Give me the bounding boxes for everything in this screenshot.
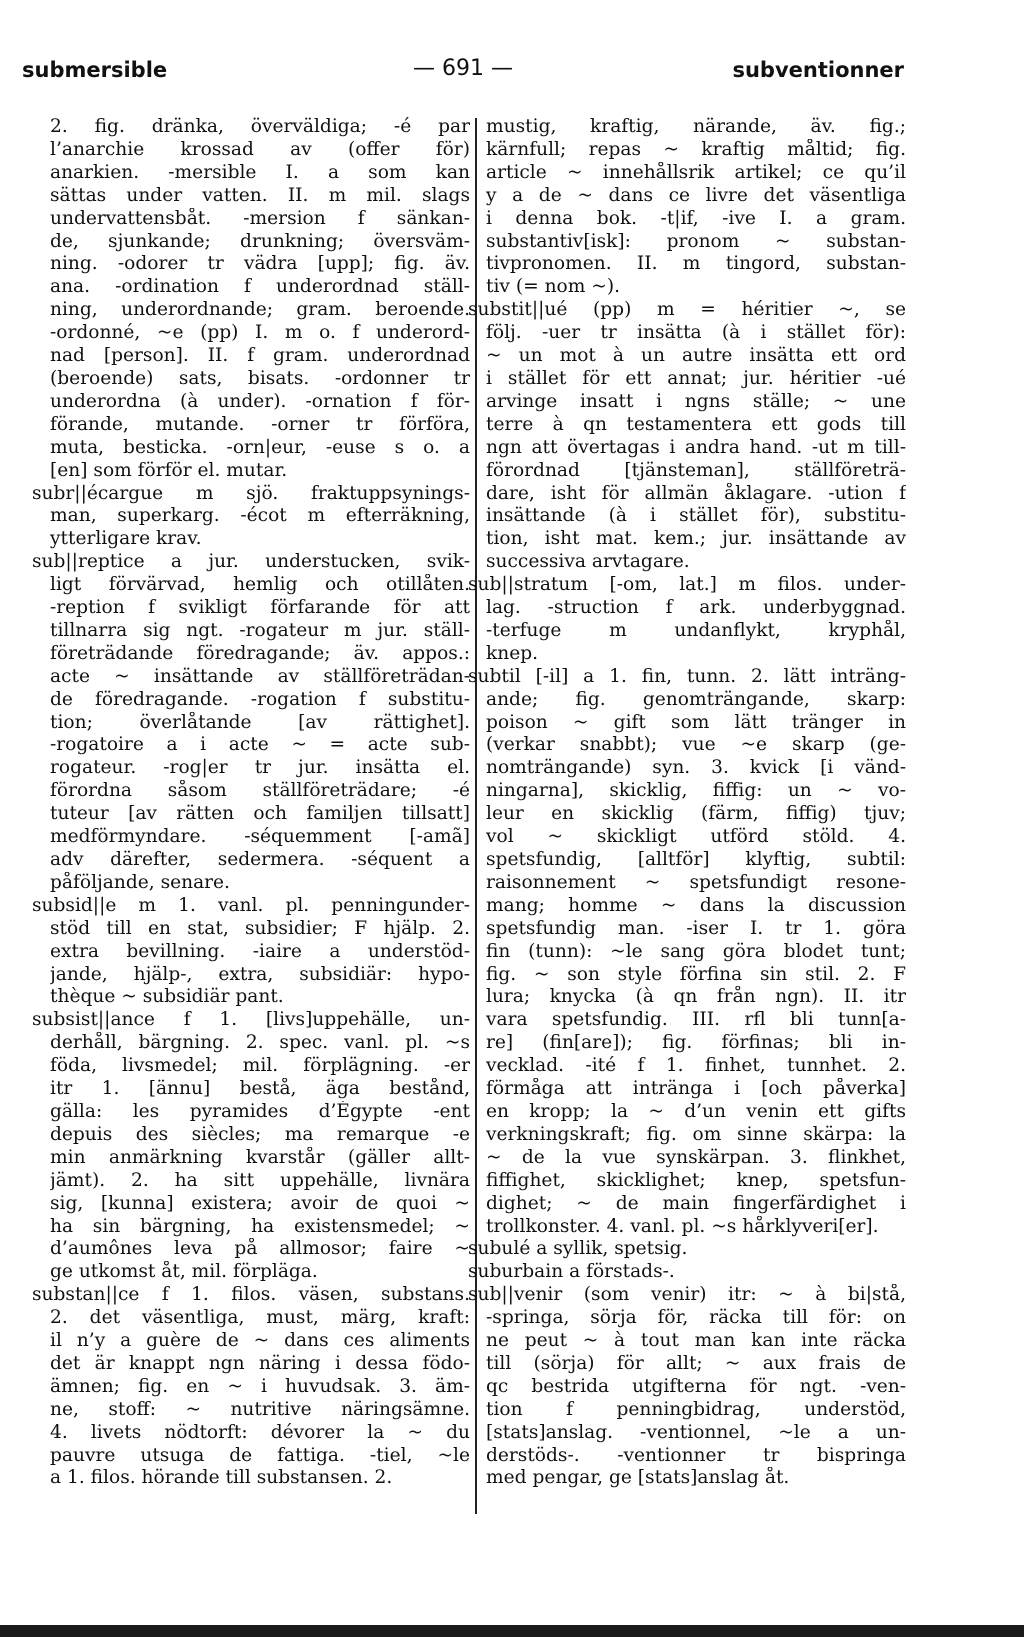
text-line: följ. -uer tr insätta (à i stället för): — [486, 322, 906, 344]
text-line: sättas under vatten. II. m mil. slags — [50, 184, 470, 206]
text-line: min anmärkning kvarstår (gäller allt- — [50, 1146, 470, 1168]
text-line: påföljande, senare. — [50, 871, 230, 893]
text-line: suburbain a förstads-. — [468, 1261, 675, 1283]
text-line: verkningskraft; fig. om sinne skärpa: la — [486, 1123, 906, 1145]
text-line: man, superkarg. -écot m efterräkning, — [50, 505, 470, 527]
text-line: ngn att övertagas i andra hand. -ut m till- — [486, 436, 906, 458]
text-line: raisonnement ~ spetsfundigt resone- — [486, 871, 906, 893]
text-line: spetsfundig man. -iser I. tr 1. göra — [486, 917, 906, 939]
text-line: subsid||e m 1. vanl. pl. penningunder- — [32, 894, 470, 916]
text-line: itr 1. [ännu] bestå, äga bestånd, — [50, 1078, 470, 1100]
running-head-left: submersible — [22, 58, 168, 82]
text-line: företrädande föredragande; äv. appos.: — [50, 642, 470, 664]
text-line: y a de ~ dans ce livre det väsentliga — [486, 184, 906, 206]
text-line: ligt förvärvad, hemlig och otillåten. — [50, 574, 470, 596]
text-line: till (sörja) för allt; ~ aux frais de — [486, 1352, 906, 1374]
text-line: 2. fig. dränka, överväldiga; -é par — [50, 116, 470, 137]
text-line: i stället för ett annat; jur. héritier -ué — [486, 367, 906, 389]
text-line: vol ~ skickligt utförd stöld. 4. — [486, 826, 906, 848]
text-line: subsist||ance f 1. [livs]uppehälle, un- — [32, 1009, 470, 1031]
text-line: jande, hjälp-, extra, subsidiär: hypo- — [50, 963, 470, 985]
text-line: il n’y a guère de ~ dans ces aliments — [50, 1330, 470, 1352]
text-line: thèque ~ subsidiär pant. — [50, 986, 284, 1008]
text-line: tuteur [av rätten och familjen tillsatt] — [50, 803, 470, 825]
text-line: spetsfundig, [alltför] klyftig, subtil: — [486, 849, 906, 870]
text-line: de föredragande. -rogation f substitu- — [50, 688, 470, 710]
text-line: en kropp; la ~ d’un venin ett gifts — [486, 1100, 906, 1122]
text-line: mang; homme ~ dans la discussion — [486, 894, 906, 916]
text-line: -ordonné, ~e (pp) I. m o. f underord- — [50, 322, 470, 344]
text-line: subtil [-il] a 1. fin, tunn. 2. lätt inträng- — [468, 665, 906, 687]
text-line: förande, mutande. -orner tr förföra, — [50, 413, 470, 435]
text-line: pauvre utsuga de fattiga. -tiel, ~le — [50, 1444, 470, 1466]
text-line: adv därefter, sedermera. -séquent a — [50, 849, 470, 870]
text-line: qc bestrida utgifterna för ngt. -ven- — [486, 1375, 906, 1397]
text-line: föda, livsmedel; mil. förplägning. -er — [50, 1055, 470, 1077]
text-line: derhåll, bärgning. 2. spec. vanl. pl. ~s — [50, 1032, 470, 1054]
text-line: sub||reptice a jur. understucken, svik- — [32, 551, 470, 573]
text-line: tion, isht mat. kem.; jur. insättande av — [486, 528, 906, 550]
text-line: nomträngande) syn. 3. kvick [i vänd- — [486, 757, 906, 779]
text-line: a 1. filos. hörande till substansen. 2. — [50, 1467, 393, 1489]
text-line: sub||venir (som venir) itr: ~ à bi|stå, — [468, 1284, 906, 1306]
text-line: underordna (à under). -ornation f för- — [50, 390, 470, 412]
text-line: sub||stratum [-om, lat.] m filos. under- — [468, 574, 906, 596]
text-line: extra bevillning. -iaire a understöd- — [50, 940, 470, 962]
text-line: tion f penningbidrag, understöd, — [486, 1398, 906, 1420]
text-line: substan||ce f 1. filos. väsen, substans. — [32, 1284, 470, 1306]
text-line: lura; knycka (à qn från ngn). II. itr — [486, 986, 906, 1008]
text-line: fig. ~ son style förfina sin stil. 2. F — [486, 963, 906, 985]
text-line: d’aumônes leva på allmosor; faire ~ — [50, 1238, 470, 1260]
text-line: derstöds-. -ventionner tr bispringa — [486, 1444, 906, 1466]
text-line: kärnfull; repas ~ kraftig måltid; fig. — [486, 138, 906, 160]
text-line: lag. -struction f ark. underbyggnad. — [486, 597, 906, 619]
text-line: -springa, sörja för, räcka till för: on — [486, 1307, 906, 1329]
running-head-right: subventionner — [732, 58, 904, 82]
text-line: tivpronomen. II. m tingord, substan- — [486, 253, 906, 275]
text-line: ~ de la vue synskärpan. 3. flinkhet, — [486, 1146, 906, 1168]
text-line: dighet; ~ de main fingerfärdighet i — [486, 1192, 906, 1214]
text-line: ana. -ordination f underordnad ställ- — [50, 276, 470, 298]
text-line: förmåga att inträngа i [och påverka] — [486, 1078, 906, 1100]
bottom-border — [0, 1625, 1024, 1637]
text-line: ande; fig. genomträngande, skarp: — [486, 688, 906, 710]
text-line: -rogatoire a i acte ~ = acte sub- — [50, 734, 470, 756]
text-line: (beroende) sats, bisats. -ordonner tr — [50, 367, 470, 389]
left-column — [32, 116, 470, 1490]
text-line: ämnen; fig. en ~ i huvudsak. 3. äm- — [50, 1375, 470, 1397]
text-line: 4. livets nödtorft: dévorer la ~ du — [50, 1421, 470, 1443]
text-line: [en] som förför el. mutar. — [50, 459, 288, 481]
text-line: [stats]anslag. -ventionnel, ~le a un- — [486, 1421, 906, 1443]
text-line: de, sjunkande; drunkning; översväm- — [50, 230, 470, 252]
text-line: knep. — [486, 642, 539, 664]
text-line: substantiv[isk]: pronom ~ substan- — [486, 230, 906, 252]
text-line: i denna bok. -t|if, -ive I. a gram. — [486, 207, 906, 229]
text-line: nad [person]. II. f gram. underordnad — [50, 345, 470, 367]
text-line: leur en skicklig (färm, fiffig) tjuv; — [486, 803, 906, 825]
text-line: förordna såsom ställföreträdare; -é — [50, 780, 470, 802]
text-line: vecklad. -ité f 1. finhet, tunnhet. 2. — [486, 1055, 906, 1077]
text-line: 2. det väsentliga, must, märg, kraft: — [50, 1307, 470, 1329]
text-line: förordnad [tjänsteman], ställföreträ- — [486, 459, 906, 481]
text-line: tillnarra sig ngt. -rogateur m jur. ställ- — [50, 619, 470, 641]
text-line: jämt). 2. ha sitt uppehälle, livnära — [50, 1169, 470, 1191]
text-line: gälla: les pyramides d’Égypte -ent — [50, 1100, 470, 1122]
text-line: vara spetsfundig. III. rfl bli tunn[a- — [486, 1009, 906, 1031]
text-line: substit||ué (pp) m = héritier ~, se — [468, 299, 906, 321]
right-column — [468, 116, 906, 1490]
text-line: insättande (à i stället för), substitu- — [486, 505, 906, 527]
text-line: ning. -odorer tr vädra [upp]; fig. äv. — [50, 253, 470, 275]
text-line: -reption f svikligt förfarande för att — [50, 597, 470, 619]
text-line: stöd till en stat, subsidier; F hjälp. 2. — [50, 917, 470, 939]
text-line: ne peut ~ à tout man kan inte räcka — [486, 1330, 906, 1352]
text-line: anarkien. -mersible I. a som kan — [50, 161, 470, 183]
text-line: trollkonster. 4. vanl. pl. ~s hårklyveri[er]. — [486, 1215, 879, 1237]
text-line: undervattensbåt. -mersion f sänkan- — [50, 207, 470, 229]
text-line: muta, besticka. -orn|eur, -euse s o. a — [50, 436, 470, 458]
text-line: ha sin bärgning, ha existensmedel; ~ — [50, 1215, 470, 1237]
text-line: (verkar snabbt); vue ~e skarp (ge- — [486, 734, 906, 756]
text-line: ning, underordnande; gram. beroende. — [50, 299, 470, 321]
text-line: mustig, kraftig, närande, äv. fig.; — [486, 116, 906, 137]
text-line: subr||écargue m sjö. fraktuppsynings- — [32, 482, 470, 504]
text-line: ~ un mot à un autre insätta ett ord — [486, 345, 906, 367]
text-line: fiffighet, skicklighet; knep, spetsfun- — [486, 1169, 906, 1191]
text-line: tiv (= nom ~). — [486, 276, 621, 298]
text-line: dare, isht för allmän åklagare. -ution f — [486, 482, 906, 504]
text-line: tion; överlåtande [av rättighet]. — [50, 711, 470, 733]
text-line: arvinge insatt i ngns ställe; ~ une — [486, 390, 906, 412]
text-line: terre à qn testamentera ett gods till — [486, 413, 906, 435]
page-header — [22, 52, 904, 92]
text-line: fin (tunn): ~le sang göra blodet tunt; — [486, 940, 906, 962]
page-number: — 691 — — [413, 56, 513, 81]
text-line: medförmyndare. -séquemment [-amã] — [50, 826, 470, 848]
text-line: poison ~ gift som lätt tränger in — [486, 711, 906, 733]
text-line: rogateur. -rog|er tr jur. insätta el. — [50, 757, 470, 779]
text-line: successiva arvtagare. — [486, 551, 690, 573]
text-line: depuis des siècles; ma remarque -e — [50, 1123, 470, 1145]
text-line: det är knappt ngn näring i dessa födo- — [50, 1352, 470, 1374]
text-line: re] (fin[are]); fig. förfinas; bli in- — [486, 1032, 906, 1054]
text-line: sig, [kunna] existera; avoir de quoi ~ — [50, 1192, 470, 1214]
text-line: ningarna], skicklig, fiffig: un ~ vo- — [486, 780, 906, 802]
text-line: acte ~ insättande av ställföreträdan- — [50, 665, 470, 687]
text-line: ytterligare krav. — [50, 528, 202, 550]
text-line: article ~ innehållsrik artikel; ce qu’il — [486, 161, 906, 183]
text-line: ne, stoff: ~ nutritive näringsämne. — [50, 1398, 470, 1420]
text-line: l’anarchie krossad av (offer för) — [50, 138, 470, 160]
text-line: med pengar, ge [stats]anslag åt. — [486, 1467, 790, 1489]
text-line: subulé a syllik, spetsig. — [468, 1238, 688, 1260]
text-line: ge utkomst åt, mil. förpläga. — [50, 1261, 318, 1283]
text-line: -terfuge m undanflykt, kryphål, — [486, 619, 906, 641]
